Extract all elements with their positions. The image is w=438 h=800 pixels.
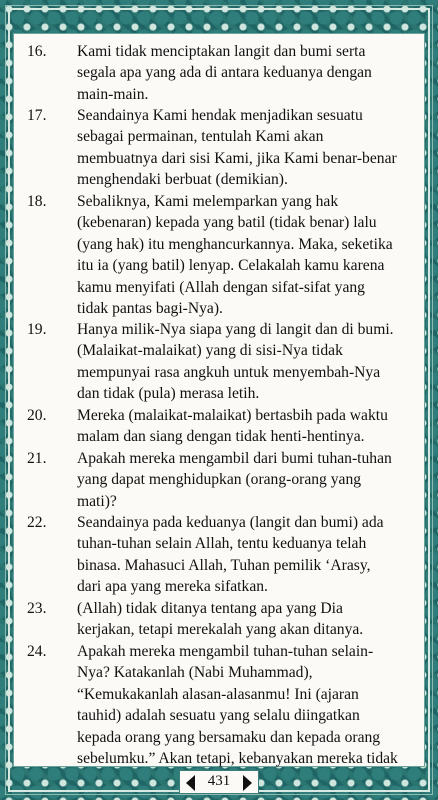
verse-number: 19. xyxy=(27,321,47,338)
verse-number: 23. xyxy=(27,600,47,617)
verse-number: 16. xyxy=(27,43,47,60)
page-footer xyxy=(0,768,438,794)
verse-line: yang dapat menghidupkan (orang-orang yang xyxy=(77,471,362,489)
verse-line: sebagai permainan, tentulah Kami akan xyxy=(77,128,324,146)
verse-line: mempunyai rasa angkuh untuk menyembah-Nya xyxy=(77,363,381,381)
verse-line: Kami tidak menciptakan langit dan bumi serta xyxy=(77,43,366,60)
page-number: 431 xyxy=(207,773,231,789)
verse-line: (yang hak) itu menghancurkannya. Maka, seketika xyxy=(77,235,393,253)
verse-line: (Malaikat-malaikat) yang di sisi-Nya tidak xyxy=(77,342,343,360)
verse-line: Apakah mereka mengambil dari bumi tuhan-tuhan xyxy=(77,450,392,467)
verse-line: (kebenaran) kepada yang batil (tidak benar) lalu xyxy=(77,214,377,232)
verse-line: kamu menyifati (Allah dengan sifat-sifat yang xyxy=(77,278,365,296)
verse-line: Seandainya pada keduanya (langit dan bumi) ada xyxy=(77,514,384,531)
verse-text xyxy=(77,191,426,319)
verse-number: 20. xyxy=(27,407,47,424)
verse-line: “Kemukakanlah alasan-alasanmu! Ini (ajaran xyxy=(77,685,359,703)
verse-line: tidak pantas bagi-Nya). xyxy=(77,300,223,318)
verse-line: itu ia (yang batil) lenyap. Celakalah kamu karena xyxy=(77,257,385,275)
verse-line: Nya? Katakanlah (Nabi Muhammad), xyxy=(77,664,313,682)
verse-text xyxy=(77,598,426,641)
verse-number: 22. xyxy=(27,514,47,531)
verse-line: mati)? xyxy=(77,492,117,510)
verse-line: kepada orang yang bersamaku dan kepada orang xyxy=(77,728,381,746)
verse-line: kerjakan, tetapi merekalah yang akan ditanya. xyxy=(77,621,364,639)
verse-line: main-main. xyxy=(77,85,149,103)
verse-text xyxy=(77,105,426,191)
verse-text xyxy=(77,512,426,598)
verse-text xyxy=(77,405,426,448)
verse-line: malam dan siang dengan tidak henti-hentinya. xyxy=(77,428,365,446)
verse-line: menghendaki berbuat (demikian). xyxy=(77,171,288,189)
verse-line: dan tidak (pula) merasa letih. xyxy=(77,385,260,403)
verse-line: sebelumku.” Akan tetapi, kebanyakan mereka tidak xyxy=(77,750,398,768)
page-navigator xyxy=(179,770,259,794)
verse-line: tuhan-tuhan selain Allah, tentu keduanya telah xyxy=(77,535,367,553)
verse-number: 24. xyxy=(27,643,47,660)
triangle-left-icon[interactable] xyxy=(186,775,195,791)
verse-line: Mereka (malaikat-malaikat) bertasbih pada waktu xyxy=(77,407,388,424)
verse-line: tauhid) adalah sesuatu yang selalu diingatkan xyxy=(77,707,360,725)
verse-text xyxy=(77,641,426,769)
verse-text xyxy=(77,41,426,105)
verse-line: segala apa yang ada di antara keduanya dengan xyxy=(77,64,372,82)
triangle-right-icon[interactable] xyxy=(243,775,252,791)
verse-line: Sebaliknya, Kami melemparkan yang hak xyxy=(77,193,339,210)
verse-number: 21. xyxy=(27,450,47,467)
verse-number: 18. xyxy=(27,193,47,210)
verse-line: binasa. Mahasuci Allah, Tuhan pemilik ‘Arasy, xyxy=(77,556,371,574)
verse-line: Apakah mereka mengambil tuhan-tuhan selain- xyxy=(77,643,374,660)
verse-line: Seandainya Kami hendak menjadikan sesuatu xyxy=(77,107,363,124)
verse-line: dari apa yang mereka sifatkan. xyxy=(77,578,268,596)
verse-number: 17. xyxy=(27,107,47,124)
verse-text xyxy=(77,448,426,512)
verse-line: (Allah) tidak ditanya tentang apa yang Dia xyxy=(77,600,343,617)
verse-line: Hanya milik-Nya siapa yang di langit dan di bumi. xyxy=(77,321,394,338)
verse-text xyxy=(77,319,426,405)
text-page xyxy=(13,33,425,767)
verse-line: membuatnya dari sisi Kami, jika Kami benar-benar xyxy=(77,149,397,167)
